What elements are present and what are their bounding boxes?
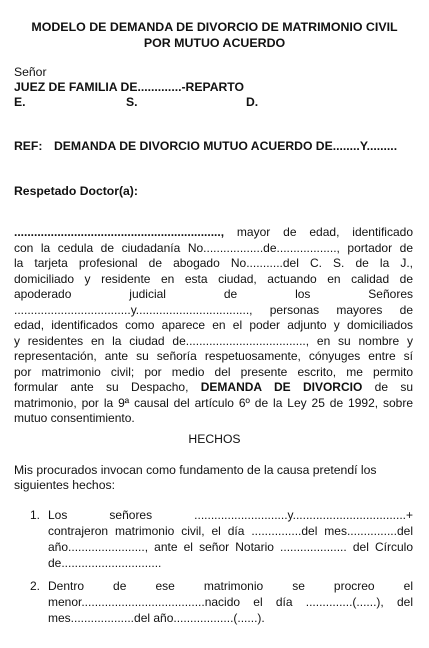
- ref-label: REF:: [14, 139, 43, 153]
- hechos-item-1-number: 1.: [30, 508, 41, 522]
- document-title-line-2: POR MUTUO ACUERDO: [143, 36, 286, 50]
- hechos-item-1-line-2: contrajeron matrimonio civil, el día ...............del mes...............del: [48, 524, 413, 538]
- body-line-4: domiciliado y residente en esta ciudad, actuando en calidad de: [14, 271, 413, 286]
- hechos-item-2-line-1: Dentro de ese matrimonio se procreo el: [48, 579, 413, 593]
- body-line-11-bold: DEMANDA DE DIVORCIO: [200, 380, 363, 394]
- body-line-11-post: de su: [362, 380, 413, 394]
- addressee-judge: JUEZ DE FAMILIA DE.............-REPARTO: [14, 80, 245, 94]
- hechos-item-1: [30, 507, 413, 571]
- body-line-8: y residentes en la ciudad de...................................., en su nombre y: [14, 333, 413, 348]
- addressee-s: S.: [126, 95, 138, 109]
- body-line-11-pre: formular ante su Despacho,: [14, 380, 201, 394]
- body-line-7: edad, identificados como aparece en el poder adjunto y domiciliados: [14, 318, 413, 332]
- hechos-intro-line-1: Mis procurados invocan como fundamento de la causa pretendí los: [14, 463, 377, 477]
- body-line-2: con la cedula de ciudadanía No..................de.................., portador de: [14, 240, 413, 255]
- body-line-13: mutuo consentimiento.: [14, 411, 135, 425]
- body-paragraph: [14, 225, 413, 427]
- body-line-1-dots: ..............................................................,: [14, 225, 225, 239]
- body-line-1: [14, 225, 413, 241]
- addressee-e: E.: [14, 95, 26, 109]
- body-line-1-text: mayor de edad, identificado: [224, 225, 413, 239]
- body-line-6: ...................................y.................................., personas mayores de: [14, 302, 413, 317]
- hechos-item-1-line-3: año......................., ante el señor Notario .................... del Círculo: [48, 540, 413, 554]
- body-line-9: representación, ante su señoría respetuosamente, cónyuges entre sí: [14, 349, 413, 363]
- hechos-item-2: [30, 578, 413, 626]
- body-line-10: por matrimonio civil; por medio del presente escrito, me permito: [14, 364, 413, 379]
- body-line-3: la tarjeta profesional de abogado No...........del C. S. de la J.,: [14, 256, 413, 270]
- body-line-5: apoderado judicial de los Señores: [14, 287, 413, 301]
- document-title-line-1: MODELO DE DEMANDA DE DIVORCIO DE MATRIMONIO CIVIL: [31, 20, 398, 34]
- greeting: Respetado Doctor(a):: [14, 184, 138, 198]
- ref-text: DEMANDA DE DIVORCIO MUTUO ACUERDO DE........Y.........: [54, 139, 398, 153]
- body-line-12: matrimonio, por la 9ª causal del artículo 6º de la Ley 25 de 1992, sobre: [14, 395, 413, 410]
- body-line-11: [14, 380, 413, 396]
- hechos-item-1-line-4: de..............................: [48, 556, 162, 570]
- hechos-heading: HECHOS: [188, 432, 241, 446]
- hechos-item-2-number: 2.: [30, 579, 41, 593]
- addressee-d: D.: [246, 95, 259, 109]
- hechos-item-1-line-1: Los señores ............................y..................................+: [48, 508, 413, 522]
- hechos-item-2-line-2: menor.....................................nacido el día ..............(......), del: [48, 595, 413, 609]
- addressee-salutation: Señor: [14, 65, 47, 79]
- hechos-intro-line-2: siguientes hechos:: [14, 478, 115, 492]
- hechos-item-2-line-3: mes...................del año..................(......).: [48, 611, 265, 625]
